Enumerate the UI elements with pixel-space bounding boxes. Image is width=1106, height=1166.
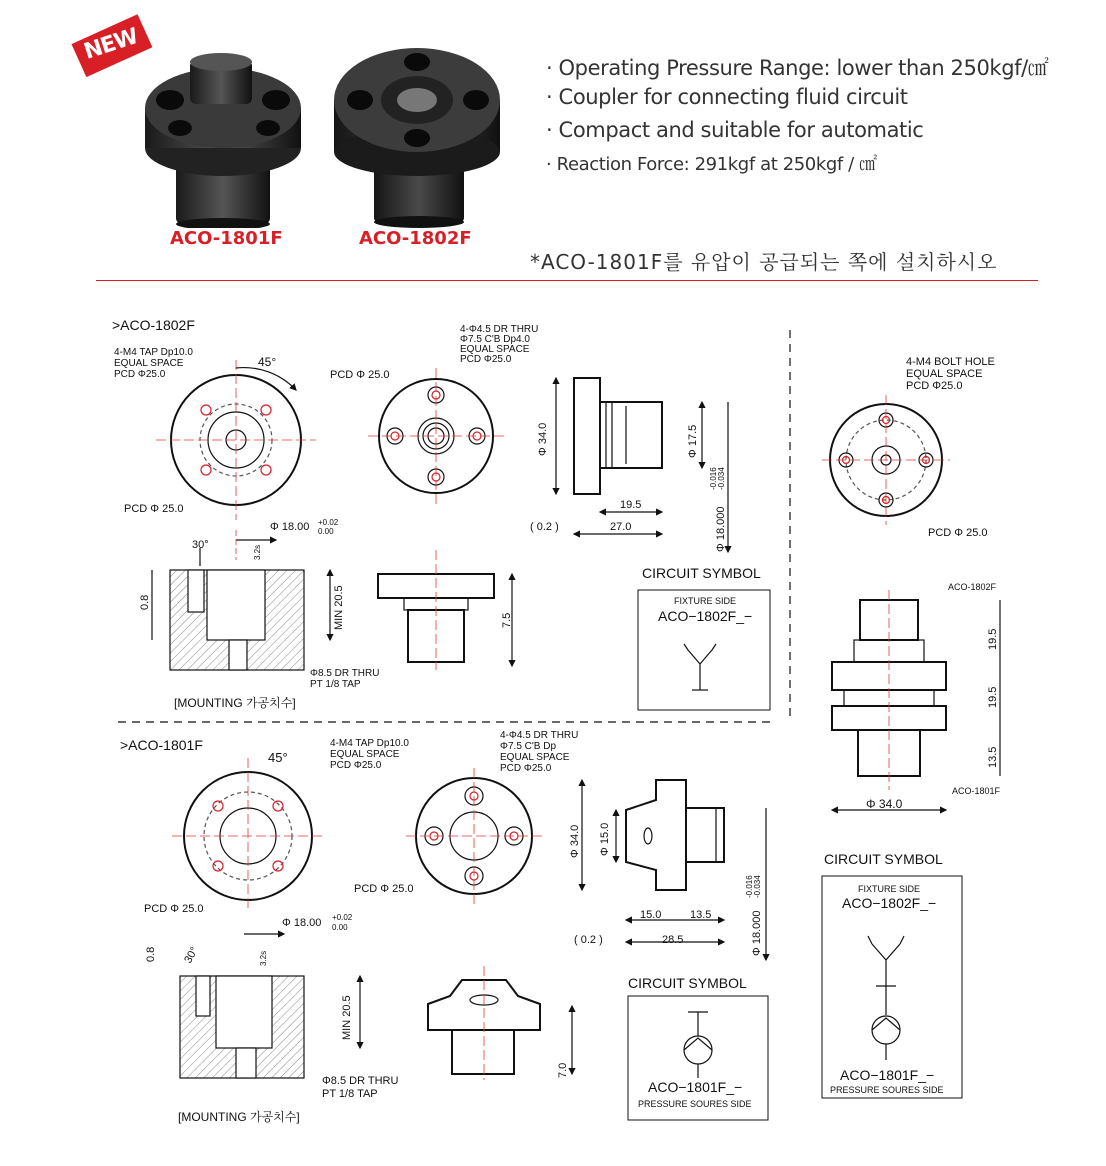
assembly-top-view [822, 395, 950, 525]
assembly-side-view [832, 590, 1000, 810]
aco1801-tol-upper: -0.016 [745, 875, 754, 898]
assembly-pcd: PCD Φ 25.0 [928, 527, 988, 539]
aco1801-dim285: 28.5 [662, 934, 684, 946]
feature-coupler: · Coupler for connecting fluid circuit [546, 85, 908, 109]
aco1801-dia15: Φ 15.0 [599, 822, 611, 856]
aco1802-tol-lower: -0.034 [717, 467, 726, 490]
aco1801-dr-note-4: PCD Φ25.0 [500, 763, 552, 774]
aco1801-angle: 45° [268, 750, 288, 765]
product-label-aco-1801f: ACO-1801F [170, 228, 283, 249]
aco1802-angle30: 30° [192, 539, 209, 551]
aco1802-title: >ACO-1802F [112, 317, 195, 333]
aco1802-dia175: Φ 17.5 [687, 424, 699, 458]
header-divider [96, 280, 1038, 281]
assembly-dim-1: 19.5 [987, 628, 999, 650]
aco1801-mounting-section [180, 934, 360, 1078]
aco1801-dim08: 0.8 [145, 946, 157, 962]
aco1801-dia34: Φ 34.0 [569, 824, 581, 858]
aco1802-tap-note-1: 4-M4 TAP Dp10.0 [114, 347, 193, 358]
aco1802-dim08: 0.8 [139, 594, 151, 610]
aco1802-min205: MIN 20.5 [333, 585, 345, 630]
assembly-fixture-side: FIXTURE SIDE [858, 884, 921, 894]
aco1801-tol-lower: -0.034 [753, 875, 762, 898]
aco1802-tap-note-2: EQUAL SPACE [114, 358, 184, 369]
assembly-dim-3: 13.5 [987, 746, 999, 768]
assembly-top-label: ACO-1802F [948, 582, 997, 592]
assembly-bolt-note-3: PCD Φ25.0 [906, 380, 963, 392]
aco1801-dim150: 15.0 [640, 909, 662, 921]
aco1801-min205: MIN 20.5 [341, 995, 353, 1040]
aco1801-pcd-left: PCD Φ 25.0 [144, 903, 204, 915]
aco1802-dim75: 7.5 [501, 612, 513, 628]
aco1802-dim195: 19.5 [620, 499, 642, 511]
aco1802-pcd-top: PCD Φ 25.0 [330, 369, 390, 381]
product-photo-aco-1802f [330, 40, 510, 230]
aco1801-bore: Φ 18.00 [282, 917, 322, 929]
aco1801-tap-note-2: EQUAL SPACE [330, 749, 400, 760]
assembly-bottom-label: ACO-1801F [952, 786, 1001, 796]
aco1801-dr85-1: Φ8.5 DR THRU [322, 1075, 399, 1087]
install-note: *ACO-1801F를 유압이 공급되는 쪽에 설치하시오 [530, 250, 998, 274]
product-photo-aco-1801f [140, 48, 310, 228]
aco1801-angle30: 30° [182, 945, 201, 966]
aco1801-dia18: Φ 18.000 [751, 910, 763, 956]
aco1802-surface: 3.2s [253, 544, 262, 560]
aco1801-bore-tol-lower: 0.00 [332, 923, 348, 932]
aco1802-pcd-bottom: PCD Φ 25.0 [124, 503, 184, 515]
aco1801-pressure-side: PRESSURE SOURES SIDE [638, 1099, 752, 1109]
assembly-dim-2: 19.5 [987, 686, 999, 708]
aco1801-tap-note-3: PCD Φ25.0 [330, 760, 382, 771]
aco1802-tap-note-3: PCD Φ25.0 [114, 369, 166, 380]
assembly-top-symbol: ACO−1802F_− [842, 895, 937, 911]
aco1801-dr-note-1: 4-Φ4.5 DR THRU [500, 730, 579, 741]
aco1801-symbol-label: ACO−1801F_− [648, 1079, 743, 1095]
assembly-bolt-note-1: 4-M4 BOLT HOLE [906, 356, 995, 368]
aco1801-dr85-2: PT 1/8 TAP [322, 1088, 378, 1100]
aco1802-dr85-1: Φ8.5 DR THRU [310, 668, 380, 679]
assembly-bolt-note-2: EQUAL SPACE [906, 368, 983, 380]
aco1802-tol-upper: -0.016 [709, 467, 718, 490]
assembly-dia34: Φ 34.0 [866, 797, 903, 811]
aco1801-pcd-mid: PCD Φ 25.0 [354, 883, 414, 895]
feature-compact: · Compact and suitable for automatic [546, 118, 924, 142]
aco1802-bore-tol-upper: +0.02 [318, 518, 339, 527]
aco1802-dr85-2: PT 1/8 TAP [310, 679, 361, 690]
aco1801-bore-tol-upper: +0.02 [332, 913, 353, 922]
feature-operating-pressure: · Operating Pressure Range: lower than 250kgf/㎠ [546, 56, 1049, 80]
aco1802-dr-note-3: EQUAL SPACE [460, 344, 530, 355]
assembly-pressure-side: PRESSURE SOURES SIDE [830, 1085, 944, 1095]
aco1801-body-view [428, 966, 572, 1080]
aco1802-side-view [556, 378, 728, 552]
aco1802-bore: Φ 18.00 [270, 521, 310, 533]
feature-reaction-force: · Reaction Force: 291kgf at 250kgf / ㎠ [546, 154, 877, 175]
aco1801-dr-note-3: EQUAL SPACE [500, 752, 570, 763]
aco1802-top-view-tapped [156, 360, 316, 520]
aco1802-top-view-drilled [368, 368, 504, 504]
aco1801-title: >ACO-1801F [120, 737, 203, 753]
aco1802-dim02: ( 0.2 ) [530, 521, 559, 533]
aco1801-dim02: ( 0.2 ) [574, 934, 603, 946]
aco1801-circuit-title: CIRCUIT SYMBOL [628, 975, 747, 991]
assembly-circuit-title: CIRCUIT SYMBOL [824, 851, 943, 867]
aco1802-dia34: Φ 34.0 [537, 422, 549, 456]
aco1802-dim270: 27.0 [610, 521, 632, 533]
aco1802-bore-tol-lower: 0.00 [318, 527, 334, 536]
aco1802-dr-note-4: PCD Φ25.0 [460, 354, 512, 365]
aco1801-dr-note-2: Φ7.5 C'B Dp [500, 741, 557, 752]
aco1802-dr-note-1: 4-Φ4.5 DR THRU [460, 324, 539, 335]
aco1801-tap-note-1: 4-M4 TAP Dp10.0 [330, 738, 409, 749]
aco1802-dia18: Φ 18.000 [715, 506, 727, 552]
technical-drawing [0, 290, 1106, 1160]
aco1802-symbol-label: ACO−1802F_− [658, 608, 753, 624]
product-label-aco-1802f: ACO-1802F [359, 228, 472, 249]
aco1802-body-view [378, 550, 512, 670]
aco1801-top-view-drilled [406, 768, 542, 904]
aco1801-surface: 3.2s [259, 950, 268, 966]
aco1801-dim135: 13.5 [690, 909, 712, 921]
aco1802-fixture-side: FIXTURE SIDE [674, 596, 737, 606]
aco1802-mounting-section [152, 530, 330, 670]
aco1801-mounting: [MOUNTING 가공치수] [178, 1110, 300, 1124]
aco1801-top-view-tapped [172, 758, 324, 912]
aco1801-side-view [582, 780, 766, 960]
aco1802-circuit-title: CIRCUIT SYMBOL [642, 565, 761, 581]
aco1801-dim70: 7.0 [557, 1062, 569, 1078]
aco1802-dr-note-2: Φ7.5 C'B Dp4.0 [460, 334, 530, 345]
aco1802-angle: 45° [258, 355, 277, 369]
new-badge-label: NEW [80, 24, 141, 65]
aco1802-mounting: [MOUNTING 가공치수] [174, 696, 296, 710]
assembly-bottom-symbol: ACO−1801F_− [840, 1067, 935, 1083]
